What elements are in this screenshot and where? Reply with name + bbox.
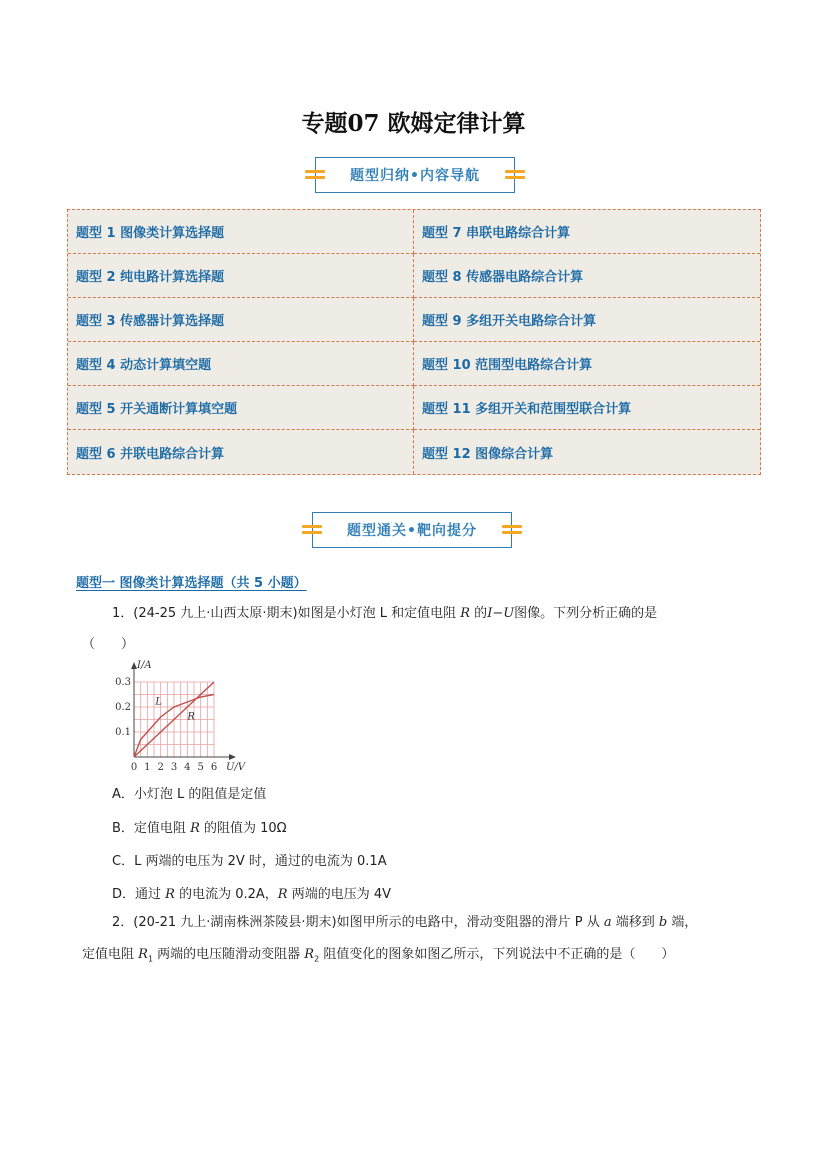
question-text: 定值电阻: [82, 947, 139, 962]
x-axis-label: U/V: [226, 762, 246, 773]
option-b-text: B．定值电阻: [112, 821, 191, 836]
nav-item-1[interactable]: 题型 1 图像类计算选择题: [68, 210, 414, 254]
question-number: 1．: [112, 606, 134, 621]
nav-banner: [315, 157, 515, 193]
option-b-text: 的阻值为 10Ω: [199, 821, 287, 836]
question-text: 图像。下列分析正确的是: [514, 606, 658, 621]
question-text: 端移到: [611, 915, 659, 930]
question-2-line-1: [112, 916, 697, 929]
banner-decoration-icon: [305, 167, 325, 185]
option-a-text: A．小灯泡 L 的阻值是定值: [112, 787, 267, 802]
var-r: R: [277, 887, 288, 902]
subscript: 1: [147, 954, 154, 964]
question-text: 的: [470, 606, 488, 621]
question-text: 阻值变化的图象如图乙所示，下列说法中不正确的是（ ）: [319, 947, 675, 962]
nav-item-3[interactable]: 题型 3 传感器计算选择题: [68, 298, 414, 342]
subscript: 2: [314, 954, 320, 964]
var-a: a: [603, 915, 612, 930]
y-axis-label: I/A: [137, 660, 152, 671]
question-number: 2．: [112, 915, 134, 930]
nav-item-5[interactable]: 题型 5 开关通断计算填空题: [68, 386, 414, 430]
option-d-text: 两端的电压为 4V: [287, 887, 392, 902]
x-tick-label: 3: [170, 762, 178, 773]
practice-banner-text: 题型通关•靶向提分: [347, 523, 477, 539]
question-text: (20-21 九上·湖南株洲茶陵县·期末)如图甲所示的电路中，滑动变阻器的滑片 P 从: [133, 915, 604, 930]
option-d-text: D．通过: [112, 887, 166, 902]
x-tick-label: 6: [210, 762, 218, 773]
banner-decoration-icon: [502, 522, 522, 540]
nav-item-12[interactable]: 题型 12 图像综合计算: [422, 446, 554, 462]
nav-item-7[interactable]: 题型 7 串联电路综合计算: [414, 210, 760, 254]
var-r2: R: [304, 947, 315, 962]
practice-banner: [312, 512, 512, 548]
x-tick-label: 5: [197, 762, 204, 773]
question-text: 端，: [667, 915, 698, 930]
x-tick-label: 2: [157, 762, 164, 773]
banner-decoration-icon: [302, 522, 322, 540]
question-1-stem: [112, 607, 657, 620]
nav-item-4[interactable]: 题型 4 动态计算填空题: [68, 342, 414, 386]
var-r: R: [190, 821, 200, 836]
option-d-text: 的电流为 0.2A，: [174, 887, 278, 902]
option-c-text: C．L 两端的电压为 2V 时，通过的电流为 0.1A: [112, 854, 387, 869]
y-tick-label: 0.1: [115, 727, 131, 738]
var-b: b: [658, 915, 668, 930]
content-nav-table: [67, 209, 761, 475]
var-r: R: [460, 606, 471, 621]
banner-decoration-icon: [505, 167, 525, 185]
page-title: 专题07 欧姆定律计算: [301, 110, 526, 137]
nav-item-8[interactable]: 题型 8 传感器电路综合计算: [414, 254, 760, 298]
x-tick-label: 0: [130, 762, 138, 773]
var-r1: R: [138, 947, 148, 962]
y-tick-label: 0.3: [115, 677, 131, 688]
var-r: R: [165, 887, 175, 902]
iu-graph: [110, 660, 270, 775]
nav-item-9[interactable]: 题型 9 多组开关电路综合计算: [414, 298, 760, 342]
nav-item-2[interactable]: 题型 2 纯电路计算选择题: [68, 254, 414, 298]
x-tick-label: 4: [184, 762, 191, 773]
nav-banner-text: 题型归纳•内容导航: [350, 168, 480, 184]
y-tick-label: 0.2: [115, 702, 131, 713]
x-tick-label: 1: [144, 762, 151, 773]
option-d[interactable]: [112, 883, 391, 902]
question-text: 两端的电压随滑动变阻器: [153, 947, 305, 962]
question-2-line-2: [82, 948, 674, 964]
nav-item-11[interactable]: 题型 11 多组开关和范围型联合计算: [414, 386, 760, 430]
question-text: (24-25 九上·山西太原·期末)如图是小灯泡 L 和定值电阻: [133, 606, 461, 621]
series-l-label: L: [155, 696, 162, 708]
option-c[interactable]: [112, 850, 387, 869]
var-iu: I−U: [487, 606, 515, 621]
nav-item-6[interactable]: 题型 6 并联电路综合计算: [68, 430, 414, 474]
option-b[interactable]: [112, 817, 287, 836]
series-r-label: R: [187, 711, 195, 723]
option-a[interactable]: [112, 783, 266, 802]
section-heading-1[interactable]: 题型一 图像类计算选择题（共 5 小题）: [76, 576, 307, 591]
x-axis-arrow: [229, 754, 236, 760]
answer-paren: （ ）: [82, 637, 135, 652]
nav-item-10[interactable]: 题型 10 范围型电路综合计算: [414, 342, 760, 386]
